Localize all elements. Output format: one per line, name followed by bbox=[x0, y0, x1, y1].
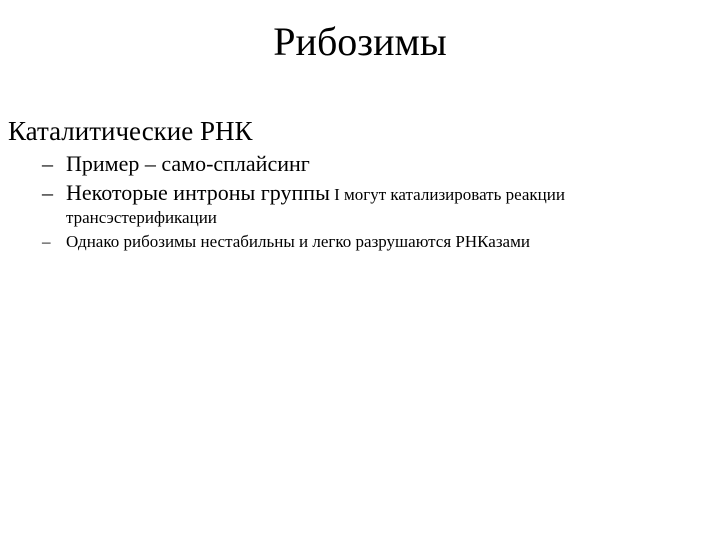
slide-title: Рибозимы bbox=[273, 19, 447, 64]
sub-bullet-text: Однако рибозимы нестабильны и легко разрушаются РНКазами bbox=[66, 232, 530, 251]
sub-bullet-item bbox=[42, 231, 682, 253]
dash-marker: – bbox=[42, 232, 51, 251]
main-bullet: Каталитические РНК bbox=[8, 116, 253, 146]
sub-bullet-list bbox=[42, 150, 682, 253]
dash-marker: – bbox=[42, 151, 53, 176]
sub-bullet-text-large: Некоторые интроны группы bbox=[66, 180, 330, 205]
sub-bullet-text-small: I могут катализировать реакции трансэстерификации bbox=[66, 185, 565, 227]
sub-bullet-item bbox=[42, 182, 682, 230]
sub-bullet-text: Пример – само-сплайсинг bbox=[66, 151, 310, 176]
dash-marker: – bbox=[42, 180, 53, 205]
sub-bullet-item bbox=[42, 150, 682, 178]
